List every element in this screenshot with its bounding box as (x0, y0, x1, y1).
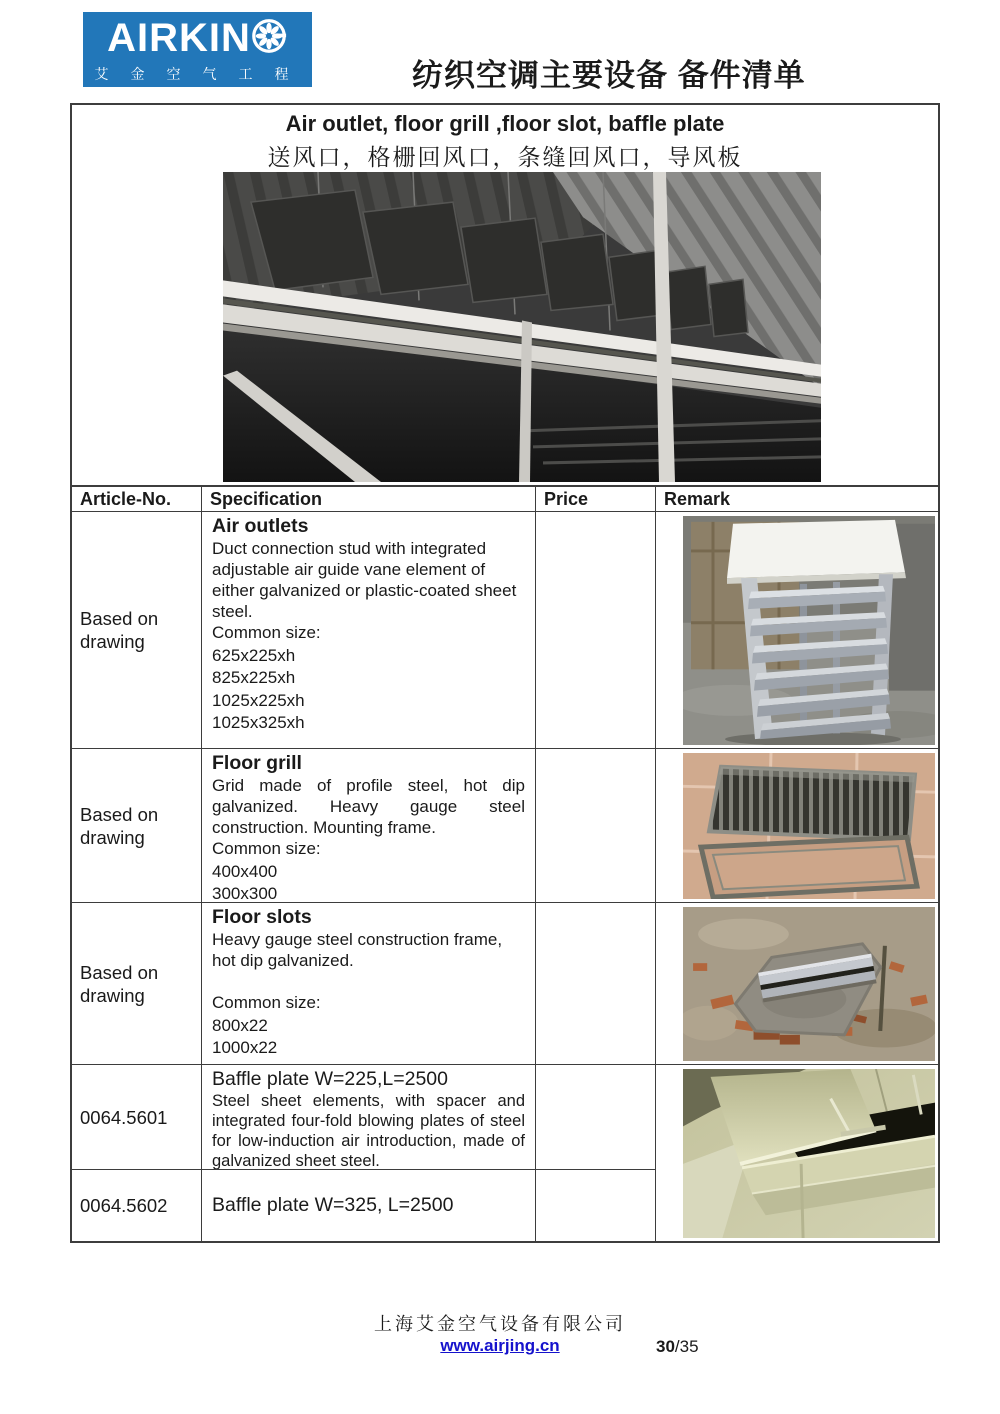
logo-subtitle: 艾金空气工程 (94, 65, 311, 82)
spec-cell (202, 1170, 536, 1241)
air-outlet-unit-photo (683, 516, 935, 745)
footer-company-name: 上海艾金空气设备有限公司 (374, 1314, 626, 1334)
article-no-cell: Based on drawing (72, 512, 202, 749)
spec-size: 400x400 (212, 861, 278, 881)
page-number (656, 1337, 699, 1357)
spec-size: 1025x325xh (212, 713, 305, 732)
spec-body: Steel sheet elements, with spacer and integrated four-fold blowing plates of steel for low-induction air introduction, made of galvanized sheet steel. (212, 1092, 525, 1170)
spec-cell (202, 749, 536, 903)
spec-cell (202, 512, 536, 749)
spec-size-label: Common size: (212, 623, 321, 642)
spec-size: 1025x225xh (212, 690, 305, 710)
remark-cell (656, 512, 938, 749)
spec-table (72, 485, 938, 1241)
article-no-cell: 0064.5601 (72, 1065, 202, 1170)
spec-size: 625x225xh (212, 645, 296, 665)
spec-body: Grid made of profile steel, hot dip galvanized. Heavy gauge steel construction. Mounting frame. (212, 776, 525, 837)
floor-slot-photo (683, 907, 935, 1061)
price-cell (536, 1170, 656, 1241)
price-cell (536, 512, 656, 749)
spec-size-label: Common size: (212, 993, 321, 1012)
spec-body: Duct connection stud with integrated adjustable air guide vane element of either galvanized or plastic-coated sheet steel. (212, 539, 517, 621)
website-link[interactable]: www.airjing.cn (440, 1336, 560, 1355)
page-number-total: /35 (674, 1337, 699, 1356)
spec-size: 825x225xh (212, 668, 296, 687)
col-header-remark: Remark (656, 487, 938, 512)
airking-logo (83, 12, 312, 87)
spec-cell (202, 1065, 536, 1170)
baffle-plate-photo (683, 1069, 935, 1238)
article-no-cell: Based on drawing (72, 749, 202, 903)
spec-size: 1000x22 (212, 1038, 278, 1057)
spec-cell (202, 903, 536, 1065)
spec-size: 800x22 (212, 1015, 268, 1035)
spec-size: 300x300 (212, 884, 278, 903)
spec-title: Floor slots (212, 906, 312, 928)
fan-icon (250, 17, 288, 62)
logo-brand-text: AIRKIN (107, 16, 251, 60)
document-title: 纺织空调主要设备 备件清单 (412, 58, 806, 93)
spec-body: Heavy gauge steel construction frame, hot dip galvanized. (212, 930, 503, 970)
col-header-specification: Specification (202, 487, 536, 512)
warehouse-ceiling-ductwork-photo (223, 172, 821, 482)
price-cell (536, 1065, 656, 1170)
logo-brand (107, 16, 288, 61)
col-header-article-no: Article-No. (72, 487, 202, 512)
spec-sheet (70, 103, 940, 1243)
col-header-price: Price (536, 487, 656, 512)
sheet-title-chinese: 送风口，格栅回风口，条缝回风口，导风板 (267, 145, 743, 170)
price-cell (536, 903, 656, 1065)
page-number-current: 30 (656, 1337, 675, 1356)
footer-link-row (0, 1336, 1000, 1356)
remark-cell (656, 1065, 938, 1241)
spec-size-label: Common size: (212, 839, 321, 858)
remark-cell (656, 749, 938, 903)
spec-title: Baffle plate W=225,L=2500 (212, 1068, 448, 1090)
article-no-cell: Based on drawing (72, 903, 202, 1065)
spec-title: Baffle plate W=325, L=2500 (212, 1194, 454, 1216)
remark-cell (656, 903, 938, 1065)
sheet-title-english: Air outlet, floor grill ,floor slot, baffle plate (285, 111, 725, 136)
article-no-cell: 0064.5602 (72, 1170, 202, 1241)
spec-title: Floor grill (212, 752, 302, 774)
floor-grill-photo (683, 753, 935, 899)
spec-title: Air outlets (212, 515, 309, 537)
price-cell (536, 749, 656, 903)
spec-gap (212, 971, 525, 992)
